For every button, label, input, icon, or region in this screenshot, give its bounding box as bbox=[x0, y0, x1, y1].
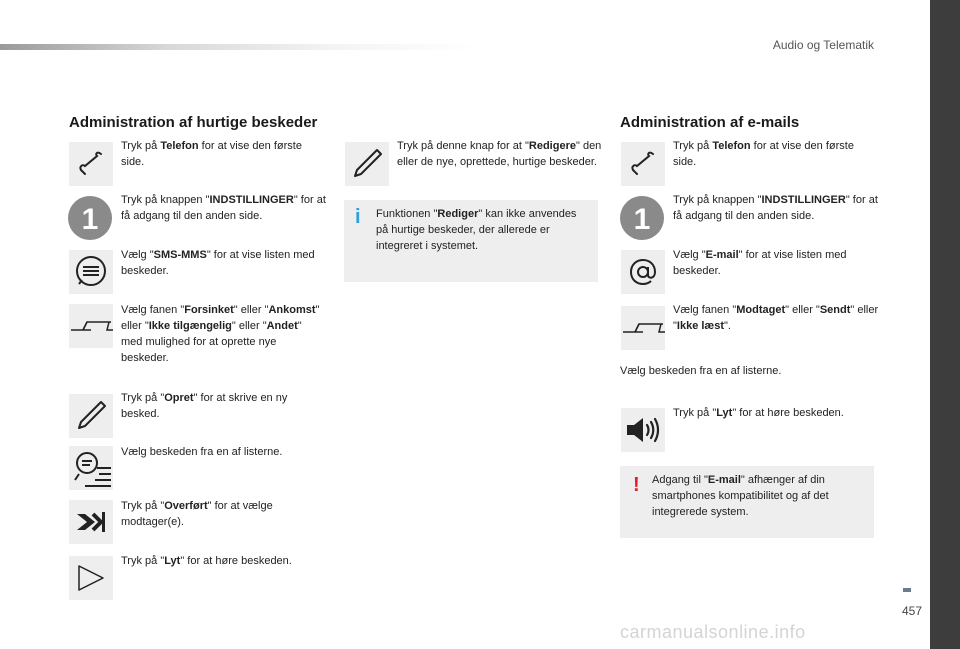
number-1-icon bbox=[619, 195, 665, 241]
step-text: Vælg "SMS-MMS" for at vise listen med beskeder. bbox=[121, 249, 315, 277]
warning-note bbox=[620, 466, 874, 538]
phone-icon bbox=[621, 142, 665, 186]
info-note bbox=[344, 200, 598, 282]
page-number: 457 bbox=[902, 604, 923, 618]
warning-note-text: Adgang til "E-mail" afhænger af din smartphones kompatibilitet og af det integrerede system. bbox=[652, 474, 829, 518]
step-text: Vælg beskeden fra en af listerne. bbox=[121, 446, 283, 458]
pencil-icon bbox=[69, 394, 113, 438]
step-text: Tryk på "Opret" for at skrive en ny besked. bbox=[121, 392, 288, 420]
play-icon bbox=[69, 556, 113, 600]
page-marker bbox=[903, 588, 911, 592]
watermark: carmanualsonline.info bbox=[620, 622, 806, 642]
message-list-icon bbox=[69, 250, 113, 294]
step-text: Vælg fanen "Forsinket" eller "Ankomst" eller "Ikke tilgængelig" eller "Andet" med mulighed for at oprette nye beskeder. bbox=[121, 304, 320, 364]
speaker-icon bbox=[621, 408, 665, 452]
forward-icon bbox=[69, 500, 113, 544]
info-icon: i bbox=[355, 206, 361, 228]
listen-step-text: Tryk på "Lyt" for at høre beskeden. bbox=[673, 407, 844, 419]
step-text: Vælg "E-mail" for at vise listen med beskeder. bbox=[673, 249, 847, 277]
tab-icon bbox=[621, 306, 665, 350]
edit-step-text: Tryk på denne knap for at "Redigere" den eller de nye, oprettede, hurtige beskeder. bbox=[397, 140, 602, 168]
warning-icon: ! bbox=[633, 474, 640, 496]
tab-icon bbox=[69, 304, 113, 348]
chapter-title: Audio og Telematik bbox=[772, 38, 874, 52]
header-gradient-bar bbox=[0, 44, 480, 50]
step-text: Tryk på "Overført" for at vælge modtager(e). bbox=[121, 500, 273, 528]
select-message-text: Vælg beskeden fra en af listerne. bbox=[620, 365, 782, 377]
right-section-title: Administration af e-mails bbox=[620, 114, 800, 131]
svg-text:1: 1 bbox=[81, 203, 99, 236]
step-text: Tryk på Telefon for at vise den første side. bbox=[673, 140, 854, 168]
step-text: Tryk på knappen "INDSTILLINGER" for at få adgang til den anden side. bbox=[121, 194, 326, 222]
number-1-icon bbox=[67, 195, 113, 241]
step-text: Tryk på knappen "INDSTILLINGER" for at få adgang til den anden side. bbox=[673, 194, 878, 222]
select-list-icon bbox=[69, 446, 113, 490]
at-icon bbox=[621, 250, 665, 294]
info-note-text: Funktionen "Rediger" kan ikke anvendes på hurtige beskeder, der allerede er integreret i systemet. bbox=[376, 208, 577, 252]
pencil-icon bbox=[345, 142, 389, 186]
step-text: Tryk på Telefon for at vise den første side. bbox=[121, 140, 302, 168]
svg-text:1: 1 bbox=[633, 203, 651, 236]
page-edge-bar bbox=[930, 0, 960, 649]
phone-icon bbox=[69, 142, 113, 186]
left-section-title: Administration af hurtige beskeder bbox=[69, 114, 318, 131]
step-text: Tryk på "Lyt" for at høre beskeden. bbox=[121, 555, 292, 567]
step-text: Vælg fanen "Modtaget" eller "Sendt" eller "Ikke læst". bbox=[673, 304, 879, 332]
